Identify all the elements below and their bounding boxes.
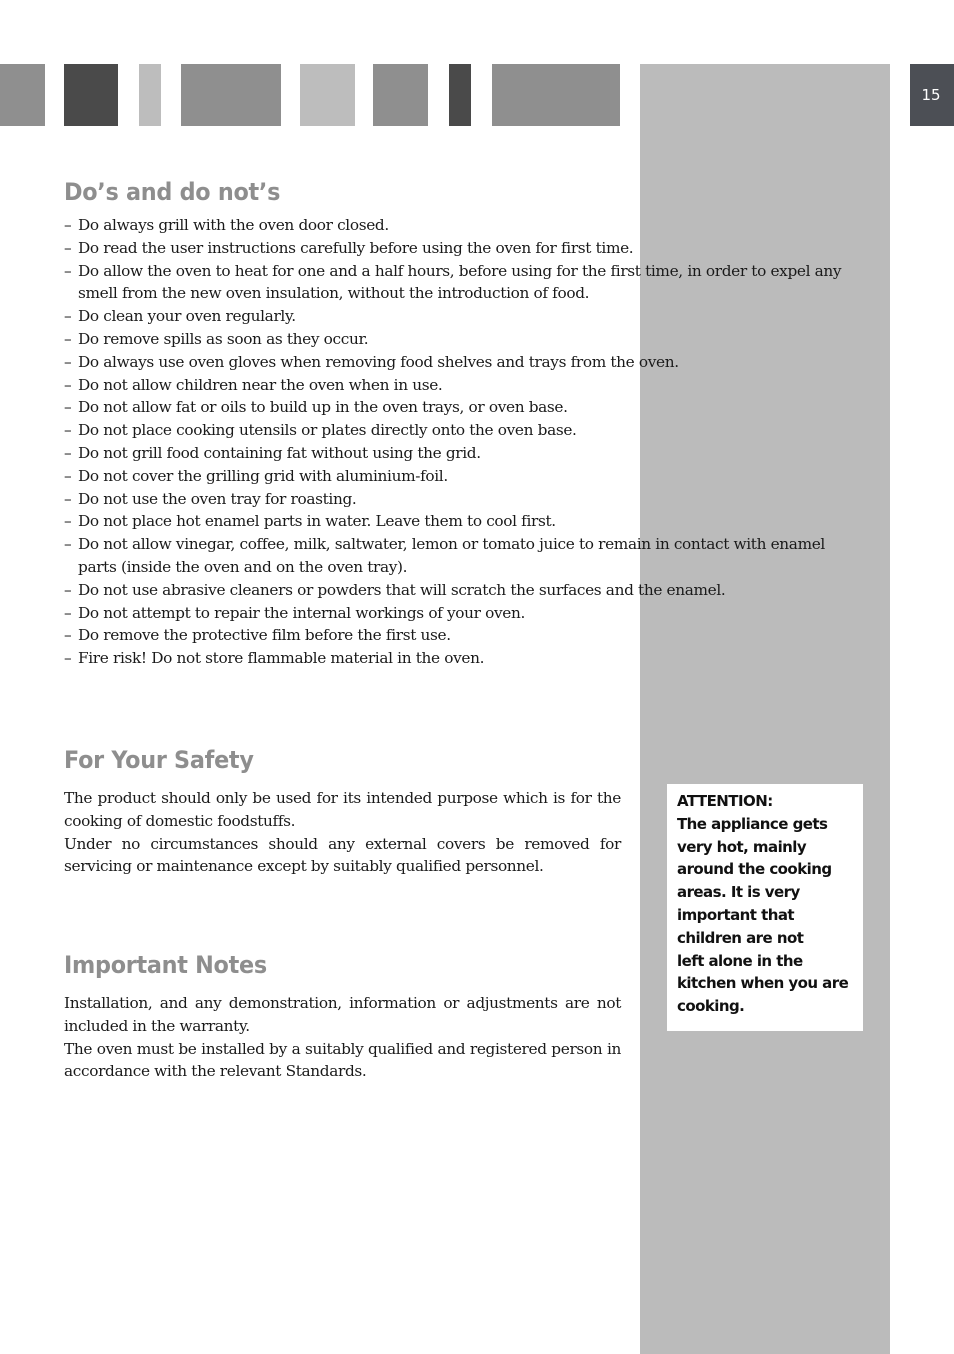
header-block-8 <box>492 64 620 126</box>
dos-item-text: Do not use the oven tray for roasting. <box>78 489 357 508</box>
list-dash: – <box>64 626 72 645</box>
dos-item-text: Do remove the protective film before the first use. <box>78 626 451 645</box>
attention-label: ATTENTION: <box>677 792 773 810</box>
list-dash: – <box>64 216 72 234</box>
safety-body <box>64 787 621 878</box>
header-block-6 <box>373 64 428 126</box>
attention-line: areas. It is very <box>677 883 800 902</box>
dos-list-item <box>64 214 854 237</box>
dos-list-item <box>64 419 854 442</box>
dos-item-text: Do remove spills as soon as they occur. <box>78 329 369 348</box>
attention-line: important that <box>677 905 795 924</box>
safety-section <box>64 746 621 878</box>
notes-section <box>64 951 621 1083</box>
attention-line: very hot, mainly <box>677 837 807 856</box>
dos-list-item <box>64 647 854 670</box>
dos-list-item <box>64 328 854 351</box>
list-dash: – <box>64 375 72 394</box>
dos-list-item <box>64 442 854 465</box>
dos-item-text: Do not attempt to repair the internal workings of your oven. <box>78 603 526 622</box>
dos-list-item <box>64 374 854 397</box>
dos-list-item <box>64 260 854 306</box>
notes-body <box>64 992 621 1083</box>
list-dash: – <box>64 580 72 599</box>
dos-item-text: Do read the user instructions carefully before using the oven for first time. <box>78 238 634 257</box>
header-block-5 <box>300 64 355 126</box>
list-dash: – <box>64 329 72 348</box>
dos-list-item <box>64 351 854 374</box>
dos-section <box>64 178 842 668</box>
attention-line: children are not <box>677 928 804 947</box>
dos-item-text: Do not grill food containing fat without using the grid. <box>78 443 481 462</box>
safety-paragraph: The product should only be used for its intended purpose which is for the cooking of domestic foodstuffs. <box>64 789 621 830</box>
dos-item-text: Do not allow vinegar, coffee, milk, saltwater, lemon or tomato juice to remain in contact with enamel parts (inside the oven and on the oven tray). <box>78 535 825 576</box>
dos-item-text: Do allow the oven to heat for one and a half hours, before using for the first time, in order to expel any smell from the new oven insulation, without the introduction of food. <box>78 261 842 303</box>
header-block-2 <box>64 64 118 126</box>
dos-list-item <box>64 533 854 579</box>
list-dash: – <box>64 512 72 531</box>
dos-list-item <box>64 488 854 511</box>
attention-line: cooking. <box>677 997 745 1016</box>
notes-paragraph: The oven must be installed by a suitably qualified and registered person in accordance with the relevant Standards. <box>64 1039 621 1081</box>
header-block-3 <box>139 64 161 126</box>
header-block-4 <box>181 64 281 126</box>
dos-list-item <box>64 602 854 625</box>
list-dash: – <box>64 489 72 508</box>
list-dash: – <box>64 466 72 485</box>
dos-item-text: Do not cover the grilling grid with aluminium-foil. <box>78 466 448 485</box>
dos-item-text: Do not use abrasive cleaners or powders that will scratch the surfaces and the enamel. <box>78 580 726 599</box>
attention-box <box>667 784 863 1031</box>
dos-item-text: Do not place hot enamel parts in water. Leave them to cool first. <box>78 512 556 531</box>
dos-list <box>64 214 854 670</box>
attention-line: The appliance gets <box>677 814 828 833</box>
safety-heading: For Your Safety <box>64 746 254 774</box>
dos-list-item <box>64 465 854 488</box>
header-block-7 <box>449 64 471 126</box>
list-dash: – <box>64 603 72 622</box>
attention-text <box>677 790 857 1018</box>
dos-item-text: Do not allow children near the oven when in use. <box>78 375 443 394</box>
dos-list-item <box>64 579 854 602</box>
notes-heading: Important Notes <box>64 951 267 979</box>
dos-item-text: Fire risk! Do not store flammable material in the oven. <box>78 649 485 668</box>
attention-line: around the cooking <box>677 860 832 879</box>
list-dash: – <box>64 238 72 257</box>
attention-line: left alone in the <box>677 951 803 970</box>
list-dash: – <box>64 649 72 668</box>
notes-paragraph: Installation, and any demonstration, information or adjustments are not included in the warranty. <box>64 994 621 1035</box>
safety-paragraph: Under no circumstances should any external covers be removed for servicing or maintenance except by suitably qualified personnel. <box>64 834 621 876</box>
list-dash: – <box>64 535 72 554</box>
page-number: 15 <box>910 64 954 126</box>
attention-line: kitchen when you are <box>677 974 849 993</box>
dos-item-text: Do not allow fat or oils to build up in the oven trays, or oven base. <box>78 398 568 417</box>
list-dash: – <box>64 421 72 440</box>
dos-list-item <box>64 624 854 647</box>
list-dash: – <box>64 307 72 326</box>
dos-heading: Do’s and do not’s <box>64 178 281 206</box>
list-dash: – <box>64 352 72 371</box>
list-dash: – <box>64 261 72 280</box>
dos-list-item <box>64 396 854 419</box>
dos-item-text: Do always grill with the oven door closed. <box>78 216 389 234</box>
list-dash: – <box>64 398 72 417</box>
dos-item-text: Do clean your oven regularly. <box>78 307 296 326</box>
header-block-1 <box>0 64 45 126</box>
list-dash: – <box>64 443 72 462</box>
dos-item-text: Do always use oven gloves when removing food shelves and trays from the oven. <box>78 352 679 371</box>
dos-list-item <box>64 237 854 260</box>
dos-list-item <box>64 305 854 328</box>
dos-list-item <box>64 510 854 533</box>
dos-item-text: Do not place cooking utensils or plates directly onto the oven base. <box>78 421 577 440</box>
